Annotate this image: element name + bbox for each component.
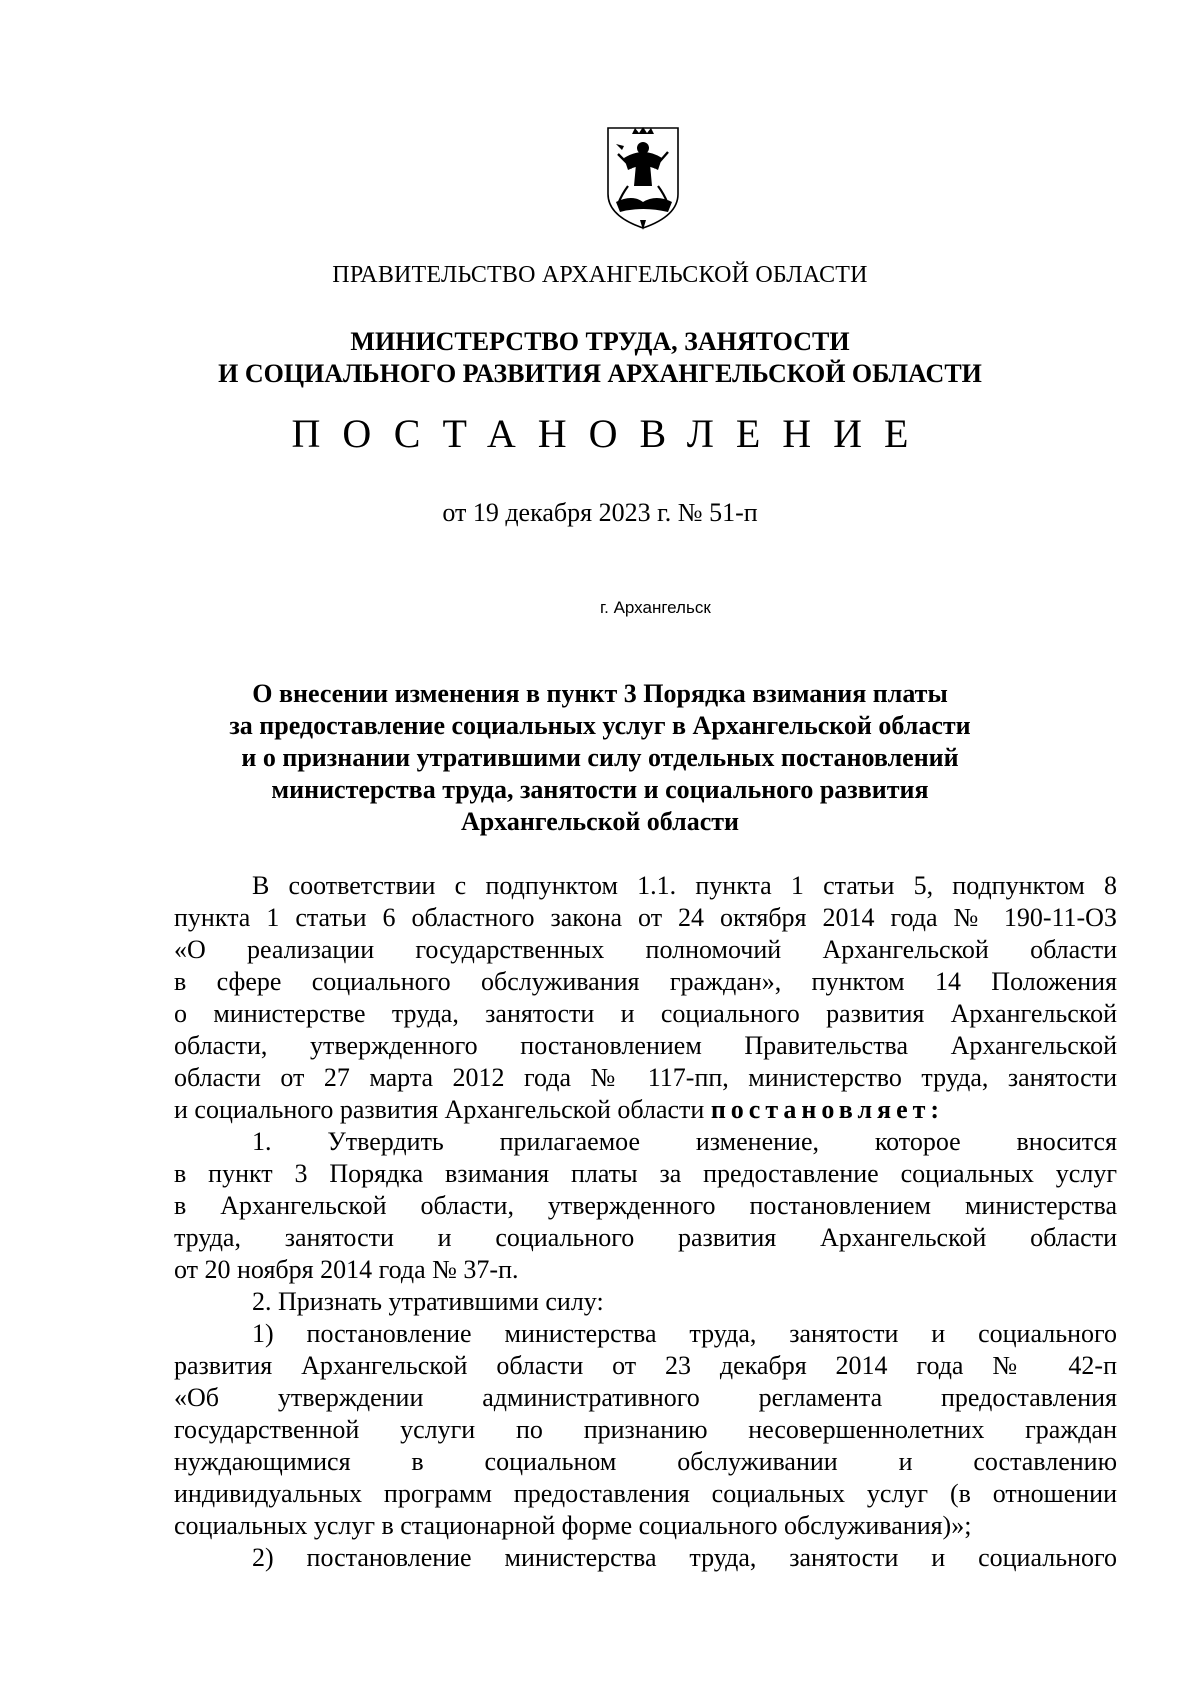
body-line: «О реализации государственных полномочий Архангельской области <box>174 935 1117 964</box>
document-city: г. Архангельск <box>600 598 711 617</box>
body-line: о министерстве труда, занятости и социального развития Архангельской <box>174 999 1117 1028</box>
body-line: в Архангельской области, утвержденного постановлением министерства <box>174 1191 1117 1220</box>
resolves-word: постановляет: <box>710 1095 945 1124</box>
subject-line: О внесении изменения в пункт 3 Порядка взимания платы <box>252 679 948 708</box>
government-name: ПРАВИТЕЛЬСТВО АРХАНГЕЛЬСКОЙ ОБЛАСТИ <box>332 262 868 288</box>
body-line: в пункт 3 Порядка взимания платы за предоставление социальных услуг <box>174 1159 1117 1188</box>
body-line: в сфере социального обслуживания граждан», пунктом 14 Положения <box>174 967 1117 996</box>
body-line: индивидуальных программ предоставления социальных услуг (в отношении <box>174 1479 1117 1508</box>
ministry-name-line-1: МИНИСТЕРСТВО ТРУДА, ЗАНЯТОСТИ <box>350 327 850 356</box>
body-line: пункта 1 статьи 6 областного закона от 24 октября 2014 года № 190-11-ОЗ <box>174 903 1117 932</box>
body-line: развития Архангельской области от 23 декабря 2014 года № 42-п <box>174 1351 1117 1380</box>
ministry-name-line-2: И СОЦИАЛЬНОГО РАЗВИТИЯ АРХАНГЕЛЬСКОЙ ОБЛАСТИ <box>218 359 982 388</box>
preamble-last-text: и социального развития Архангельской области <box>174 1095 705 1124</box>
body-line <box>174 1094 1117 1126</box>
body-line: 2. Признать утратившими силу: <box>252 1287 604 1316</box>
body-line: нуждающимися в социальном обслуживании и составлению <box>174 1447 1117 1476</box>
item-2-paragraph <box>174 1286 1117 1318</box>
document-type: ПОСТАНОВЛЕНИЕ <box>291 411 931 456</box>
sub-item-2-paragraph <box>174 1542 1117 1574</box>
subject-line: Архангельской области <box>460 807 740 836</box>
document-subject <box>0 678 1200 838</box>
body-line: социальных услуг в стационарной форме социального обслуживания)»; <box>174 1511 972 1540</box>
subject-line: министерства труда, занятости и социального развития <box>271 775 929 804</box>
subject-line: за предоставление социальных услуг в Архангельской области <box>229 711 971 740</box>
body-line: от 20 ноября 2014 года № 37-п. <box>174 1255 519 1284</box>
sub-item-1-paragraph <box>174 1318 1117 1542</box>
document-body <box>174 870 1117 1574</box>
body-line: «Об утверждении административного регламента предоставления <box>174 1383 1117 1412</box>
coat-of-arms-icon <box>602 124 684 234</box>
item-1-paragraph <box>174 1126 1117 1286</box>
body-line: В соответствии с подпунктом 1.1. пункта 1 статьи 5, подпунктом 8 <box>252 871 1117 900</box>
document-date-number: от 19 декабря 2023 г. № 51-п <box>442 498 758 527</box>
body-line: 1. Утвердить прилагаемое изменение, которое вносится <box>252 1127 1117 1156</box>
subject-line: и о признании утратившими силу отдельных постановлений <box>241 743 959 772</box>
body-line: труда, занятости и социального развития Архангельской области <box>174 1223 1117 1252</box>
body-line: области, утвержденного постановлением Правительства Архангельской <box>174 1031 1117 1060</box>
body-line: области от 27 марта 2012 года № 117-пп, министерство труда, занятости <box>174 1063 1117 1092</box>
body-line: 2) постановление министерства труда, занятости и социального <box>252 1543 1117 1572</box>
body-line: 1) постановление министерства труда, занятости и социального <box>252 1319 1117 1348</box>
body-line: государственной услуги по признанию несовершеннолетних граждан <box>174 1415 1117 1444</box>
preamble-paragraph <box>174 870 1117 1126</box>
ministry-name <box>0 326 1200 390</box>
